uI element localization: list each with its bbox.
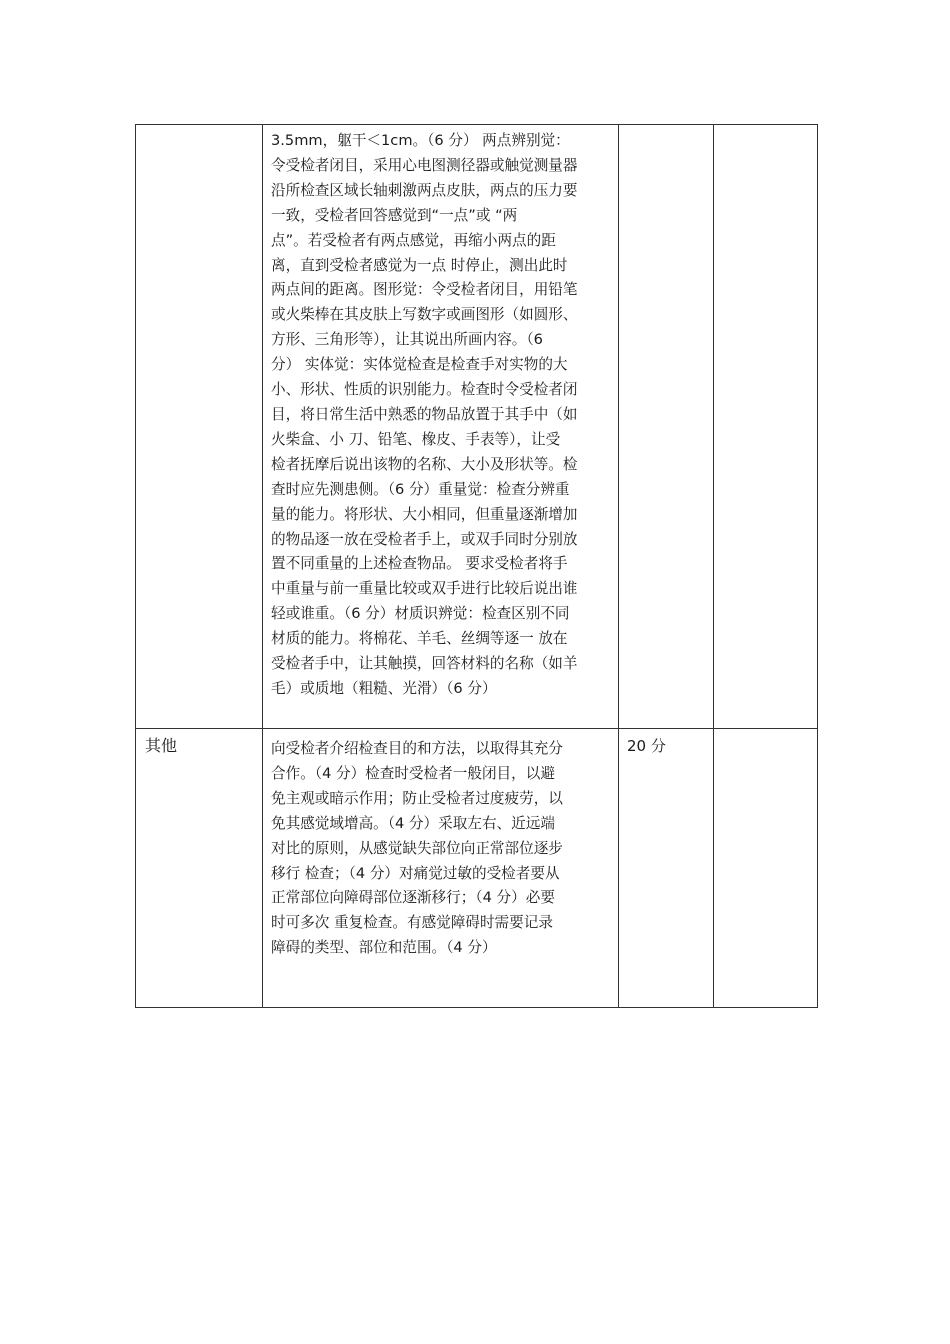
remark-cell: [714, 125, 818, 729]
category-cell: [136, 125, 263, 729]
scoring-table: [135, 124, 818, 1008]
content-text: 向受检者介绍检查目的和方法，以取得其充分 合作。（4 分）检查时受检者一般闭目，以避 免主观或暗示作用；防止受检者过度疲劳，以 免其感觉域增高。（4 分）采取左右、近远端 对比的原则，从感觉缺失部位向正常部位逐步 移行 检查；（4 分）对痛觉过敏的受检者要从 正常部位向障碍部位逐渐移行；（4 分）必要 时可多次 重复检查。有感觉障碍时需要记录 障碍的类型、部位和范围。（4 分）: [271, 740, 563, 957]
score-cell: [619, 729, 714, 1008]
score-cell: [619, 125, 714, 729]
table-row: [136, 729, 818, 1008]
category-label: 其他: [145, 736, 178, 755]
remark-value: [714, 729, 817, 733]
score-value: [619, 125, 713, 129]
table-row: [136, 125, 818, 729]
remark-cell: [714, 729, 818, 1008]
content-cell: [263, 729, 619, 1008]
remark-value: [714, 125, 817, 129]
category-label: [136, 125, 262, 129]
score-value: 20 分: [627, 737, 666, 755]
content-cell: [263, 125, 619, 729]
category-cell: [136, 729, 263, 1008]
content-text: 3.5mm，躯干＜1cm。（6 分） 两点辨别觉： 令受检者闭目，采用心电图测径器或触觉测量器 沿所检查区域长轴刺激两点皮肤，两点的压力要 一致，受检者回答感觉到“一点”或 “两 点”。若受检者有两点感觉，再缩小两点的距 离，直到受检者感觉为一点 时停止，测出此时 两点间的距离。图形觉：令受检者闭目，用铅笔 或火柴棒在其皮肤上写数字或画图形（如圆形、 方形、三角形等），让其说出所画内容。（6 分） 实体觉：实体觉检查是检查手对实物的大 小、形状、性质的识别能力。检查时令受检者闭 目，将日常生活中熟悉的物品放置于其手中（如 火柴盒、小 刀、铅笔、橡皮、手表等），让受 检者抚摩后说出该物的名称、大小及形状等。检 查时应先测患侧。（6 分）重量觉：检查分辨重 量的能力。将形状、大小相同，但重量逐渐增加 的物品逐一放在受检者手上，或双手同时分别放 置不同重量的上述检查物品。 要求受检者将手 中重量与前一重量比较或双手进行比较后说出谁 轻或谁重。（6 分）材质识辨觉：检查区别不同 材质的能力。将棉花、羊毛、丝绸等逐一 放在 受检者手中，让其触摸，回答材料的名称（如羊 毛）或质地（粗糙、光滑）（6 分）: [271, 132, 578, 697]
